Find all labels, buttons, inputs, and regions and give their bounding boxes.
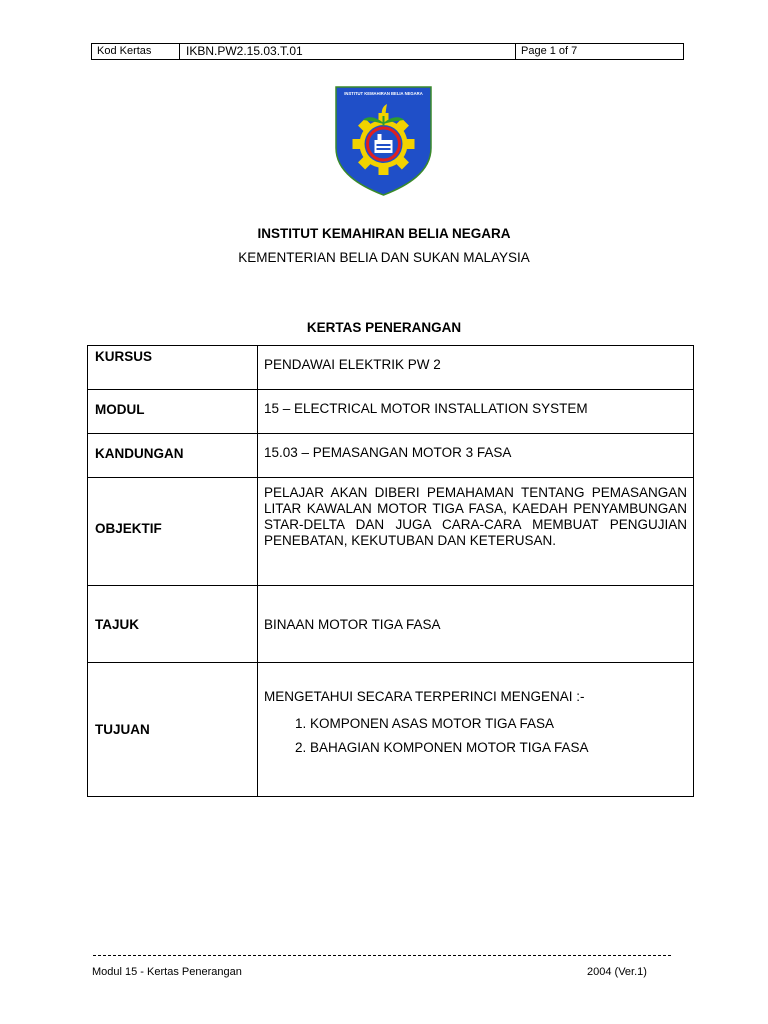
table-row	[88, 390, 694, 434]
ministry-title: KEMENTERIAN BELIA DAN SUKAN MALAYSIA	[238, 250, 530, 265]
modul-value: 15 – ELECTRICAL MOTOR INSTALLATION SYSTEM	[258, 390, 694, 434]
document-header	[91, 43, 684, 60]
tajuk-value: BINAAN MOTOR TIGA FASA	[258, 586, 694, 663]
code-value: IKBN.PW2.15.03.T.01	[180, 44, 516, 59]
logo-text: INSTITUT KEMAHIRAN BELIA NEGARA	[344, 91, 423, 96]
institute-crest-logo	[335, 86, 432, 196]
modul-label: MODUL	[88, 390, 258, 434]
info-table	[87, 345, 694, 797]
tujuan-label: TUJUAN	[88, 663, 258, 797]
tujuan-list	[264, 712, 687, 760]
footer-version: 2004 (Ver.1)	[587, 966, 647, 978]
tujuan-cell	[258, 663, 694, 797]
table-row	[88, 478, 694, 586]
list-item: 1. KOMPONEN ASAS MOTOR TIGA FASA	[310, 712, 687, 736]
footer-divider	[93, 955, 671, 956]
objektif-value: PELAJAR AKAN DIBERI PEMAHAMAN TENTANG PEMASANGAN LITAR KAWALAN MOTOR TIGA FASA, KAEDAH PENYAMBUNGAN STAR-DELTA DAN JUGA CARA-CARA MEMBUAT PENGUJIAN PENEBATAN, KEKUTUBAN DAN KETERUSAN.	[264, 485, 687, 548]
document-type-title: KERTAS PENERANGAN	[306, 320, 462, 335]
table-row	[88, 434, 694, 478]
tujuan-intro: MENGETAHUI SECARA TERPERINCI MENGENAI :-	[264, 689, 585, 704]
page-number: Page 1 of 7	[521, 45, 578, 57]
kursus-label: KURSUS	[88, 346, 258, 390]
objektif-cell	[258, 478, 694, 586]
tajuk-label: TAJUK	[88, 586, 258, 663]
list-item: 2. BAHAGIAN KOMPONEN MOTOR TIGA FASA	[310, 736, 687, 760]
table-row	[88, 663, 694, 797]
code-label: Kod Kertas	[92, 44, 180, 59]
table-row	[88, 586, 694, 663]
objektif-label: OBJEKTIF	[88, 478, 258, 586]
kursus-value: PENDAWAI ELEKTRIK PW 2	[258, 346, 694, 390]
table-row	[88, 346, 694, 390]
kandungan-value: 15.03 – PEMASANGAN MOTOR 3 FASA	[258, 434, 694, 478]
institute-title: INSTITUT KEMAHIRAN BELIA NEGARA	[257, 226, 511, 241]
footer-module: Modul 15 - Kertas Penerangan	[92, 966, 242, 978]
kandungan-label: KANDUNGAN	[88, 434, 258, 478]
